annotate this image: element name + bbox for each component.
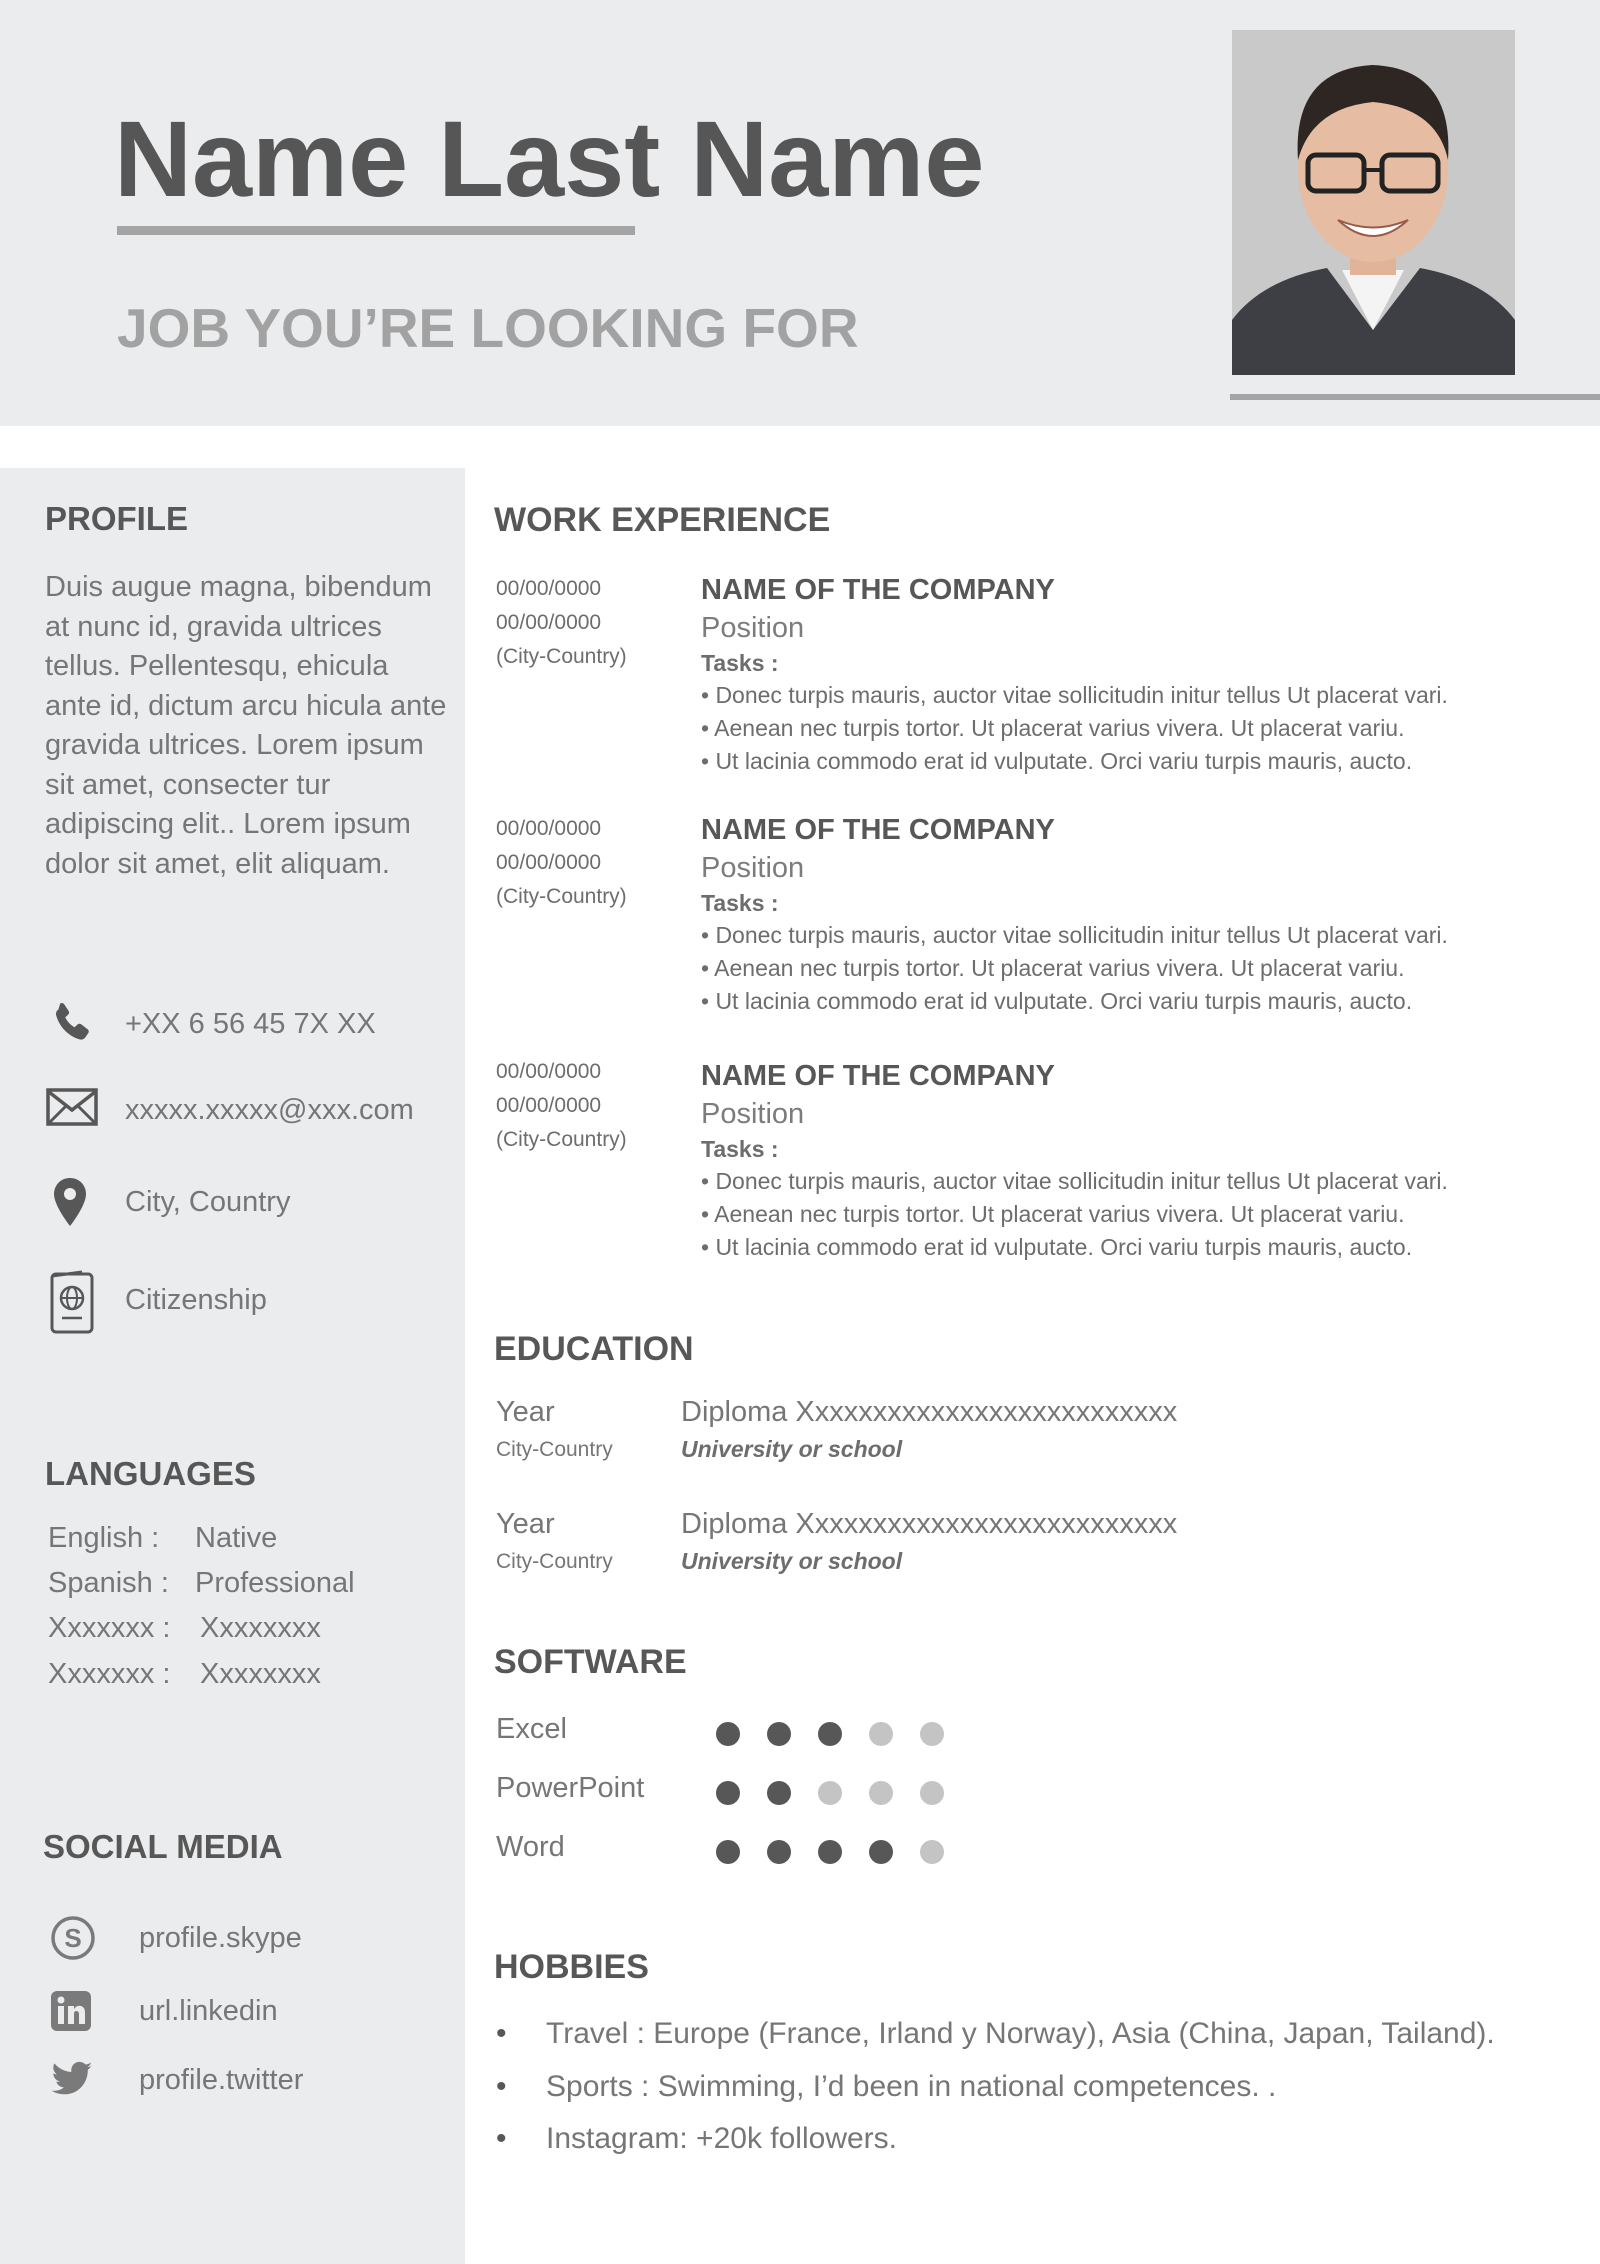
education-year: Year [496, 1396, 555, 1428]
task-item: • Donec turpis mauris, auctor vitae sollicitudin initur tellus Ut placerat vari. [701, 1168, 1448, 1194]
rating-dot-filled [767, 1781, 791, 1805]
linkedin-link[interactable]: url.linkedin [139, 1995, 278, 2027]
language-row: Spanish : Professional [48, 1567, 355, 1599]
task-item: • Ut lacinia commodo erat id vulputate. Orci variu turpis mauris, aucto. [701, 988, 1413, 1014]
rating-dot-filled [716, 1722, 740, 1746]
bullet-icon [496, 2122, 546, 2156]
phone-text: +XX 6 56 45 7X XX [125, 1008, 376, 1040]
work-heading: WORK EXPERIENCE [494, 501, 831, 539]
rating-dot-filled [716, 1781, 740, 1805]
tasks-label: Tasks : [701, 890, 779, 916]
job-entry [701, 811, 1581, 1018]
twitter-link[interactable]: profile.twitter [139, 2064, 304, 2096]
job-dates: 00/00/0000 00/00/0000 (City-Country) [496, 577, 627, 668]
mail-icon [46, 1088, 98, 1140]
hobbies-heading: HOBBIES [494, 1948, 649, 1986]
bullet-icon [496, 2017, 546, 2051]
social-heading: SOCIAL MEDIA [43, 1828, 283, 1865]
profile-photo [1232, 30, 1515, 375]
rating-dot-filled [818, 1722, 842, 1746]
candidate-name: Name Last Name [114, 98, 985, 219]
rating-dot-empty [818, 1781, 842, 1805]
company-name: NAME OF THE COMPANY [701, 1060, 1055, 1092]
task-item: • Ut lacinia commodo erat id vulputate. Orci variu turpis mauris, aucto. [701, 1234, 1413, 1260]
language-row: English : Native [48, 1522, 278, 1554]
profile-summary: Duis augue magna, bibendum at nunc id, gravida ultrices tellus. Pellentesqu, ehicula ante id, dictum arcu hicula ante gravida ultrices. Lorem ipsum sit amet, consecter tur adipiscing elit.. Lorem ipsum dolor sit amet, elit aliquam. [45, 571, 447, 880]
software-name: Excel [496, 1713, 567, 1745]
hobby-item: •Travel : Europe (France, Irland y Norway), Asia (China, Japan, Tailand). [496, 2017, 1495, 2051]
citizenship-text: Citizenship [125, 1284, 267, 1316]
profile-heading: PROFILE [45, 500, 189, 537]
task-item: • Ut lacinia commodo erat id vulputate. Orci variu turpis mauris, aucto. [701, 748, 1413, 774]
rating-dot-filled [869, 1840, 893, 1864]
location-text: City, Country [125, 1186, 291, 1218]
hobby-item: •Instagram: +20k followers. [496, 2122, 897, 2156]
education-school: University or school [681, 1436, 903, 1462]
rating-dot-empty [920, 1781, 944, 1805]
job-position: Position [701, 612, 805, 644]
rating-dot-empty [920, 1840, 944, 1864]
language-row: Xxxxxxx : Xxxxxxxx [48, 1612, 321, 1644]
job-title: JOB YOU’RE LOOKING FOR [117, 297, 859, 359]
education-place: City-Country [496, 1438, 613, 1461]
rating-dot-empty [869, 1781, 893, 1805]
languages-heading: LANGUAGES [45, 1455, 256, 1492]
job-entry [701, 1057, 1581, 1264]
phone-icon [46, 998, 98, 1050]
education-diploma: Diploma Xxxxxxxxxxxxxxxxxxxxxxxxxx [681, 1396, 1178, 1428]
rating-dot-empty [869, 1722, 893, 1746]
passport-icon [48, 1270, 100, 1322]
skype-icon[interactable] [50, 1915, 96, 1961]
twitter-icon[interactable] [50, 2060, 96, 2106]
job-dates: 00/00/0000 00/00/0000 (City-Country) [496, 1060, 627, 1151]
company-name: NAME OF THE COMPANY [701, 814, 1055, 846]
rating-dot-filled [716, 1840, 740, 1864]
software-name: PowerPoint [496, 1772, 645, 1804]
job-position: Position [701, 852, 805, 884]
software-name: Word [496, 1831, 565, 1863]
task-item: • Donec turpis mauris, auctor vitae sollicitudin initur tellus Ut placerat vari. [701, 682, 1448, 708]
linkedin-icon[interactable] [50, 1990, 96, 2036]
software-heading: SOFTWARE [494, 1643, 687, 1681]
job-dates: 00/00/0000 00/00/0000 (City-Country) [496, 817, 627, 908]
svg-text:S: S [64, 1923, 82, 1953]
rating-dot-filled [818, 1840, 842, 1864]
bullet-icon [496, 2070, 546, 2104]
person-photo-icon [1232, 30, 1515, 375]
name-underline [117, 226, 635, 235]
photo-underline [1230, 394, 1600, 400]
education-place: City-Country [496, 1550, 613, 1573]
task-item: • Donec turpis mauris, auctor vitae sollicitudin initur tellus Ut placerat vari. [701, 922, 1448, 948]
rating-dot-empty [920, 1722, 944, 1746]
education-school: University or school [681, 1548, 903, 1574]
location-pin-icon [52, 1176, 104, 1228]
rating-dot-filled [767, 1840, 791, 1864]
skype-link[interactable]: profile.skype [139, 1922, 302, 1954]
education-heading: EDUCATION [494, 1330, 694, 1368]
tasks-label: Tasks : [701, 650, 779, 676]
task-item: • Aenean nec turpis tortor. Ut placerat varius vivera. Ut placerat variu. [701, 1201, 1405, 1227]
rating-dot-filled [767, 1722, 791, 1746]
email-text: xxxxx.xxxxx@xxx.com [125, 1094, 414, 1126]
hobby-item: •Sports : Swimming, I’d been in national competences. . [496, 2070, 1276, 2104]
education-diploma: Diploma Xxxxxxxxxxxxxxxxxxxxxxxxxx [681, 1508, 1178, 1540]
job-entry [701, 571, 1581, 778]
company-name: NAME OF THE COMPANY [701, 574, 1055, 606]
education-year: Year [496, 1508, 555, 1540]
task-item: • Aenean nec turpis tortor. Ut placerat varius vivera. Ut placerat variu. [701, 955, 1405, 981]
job-position: Position [701, 1098, 805, 1130]
tasks-label: Tasks : [701, 1136, 779, 1162]
language-row: Xxxxxxx : Xxxxxxxx [48, 1658, 321, 1690]
task-item: • Aenean nec turpis tortor. Ut placerat varius vivera. Ut placerat variu. [701, 715, 1405, 741]
